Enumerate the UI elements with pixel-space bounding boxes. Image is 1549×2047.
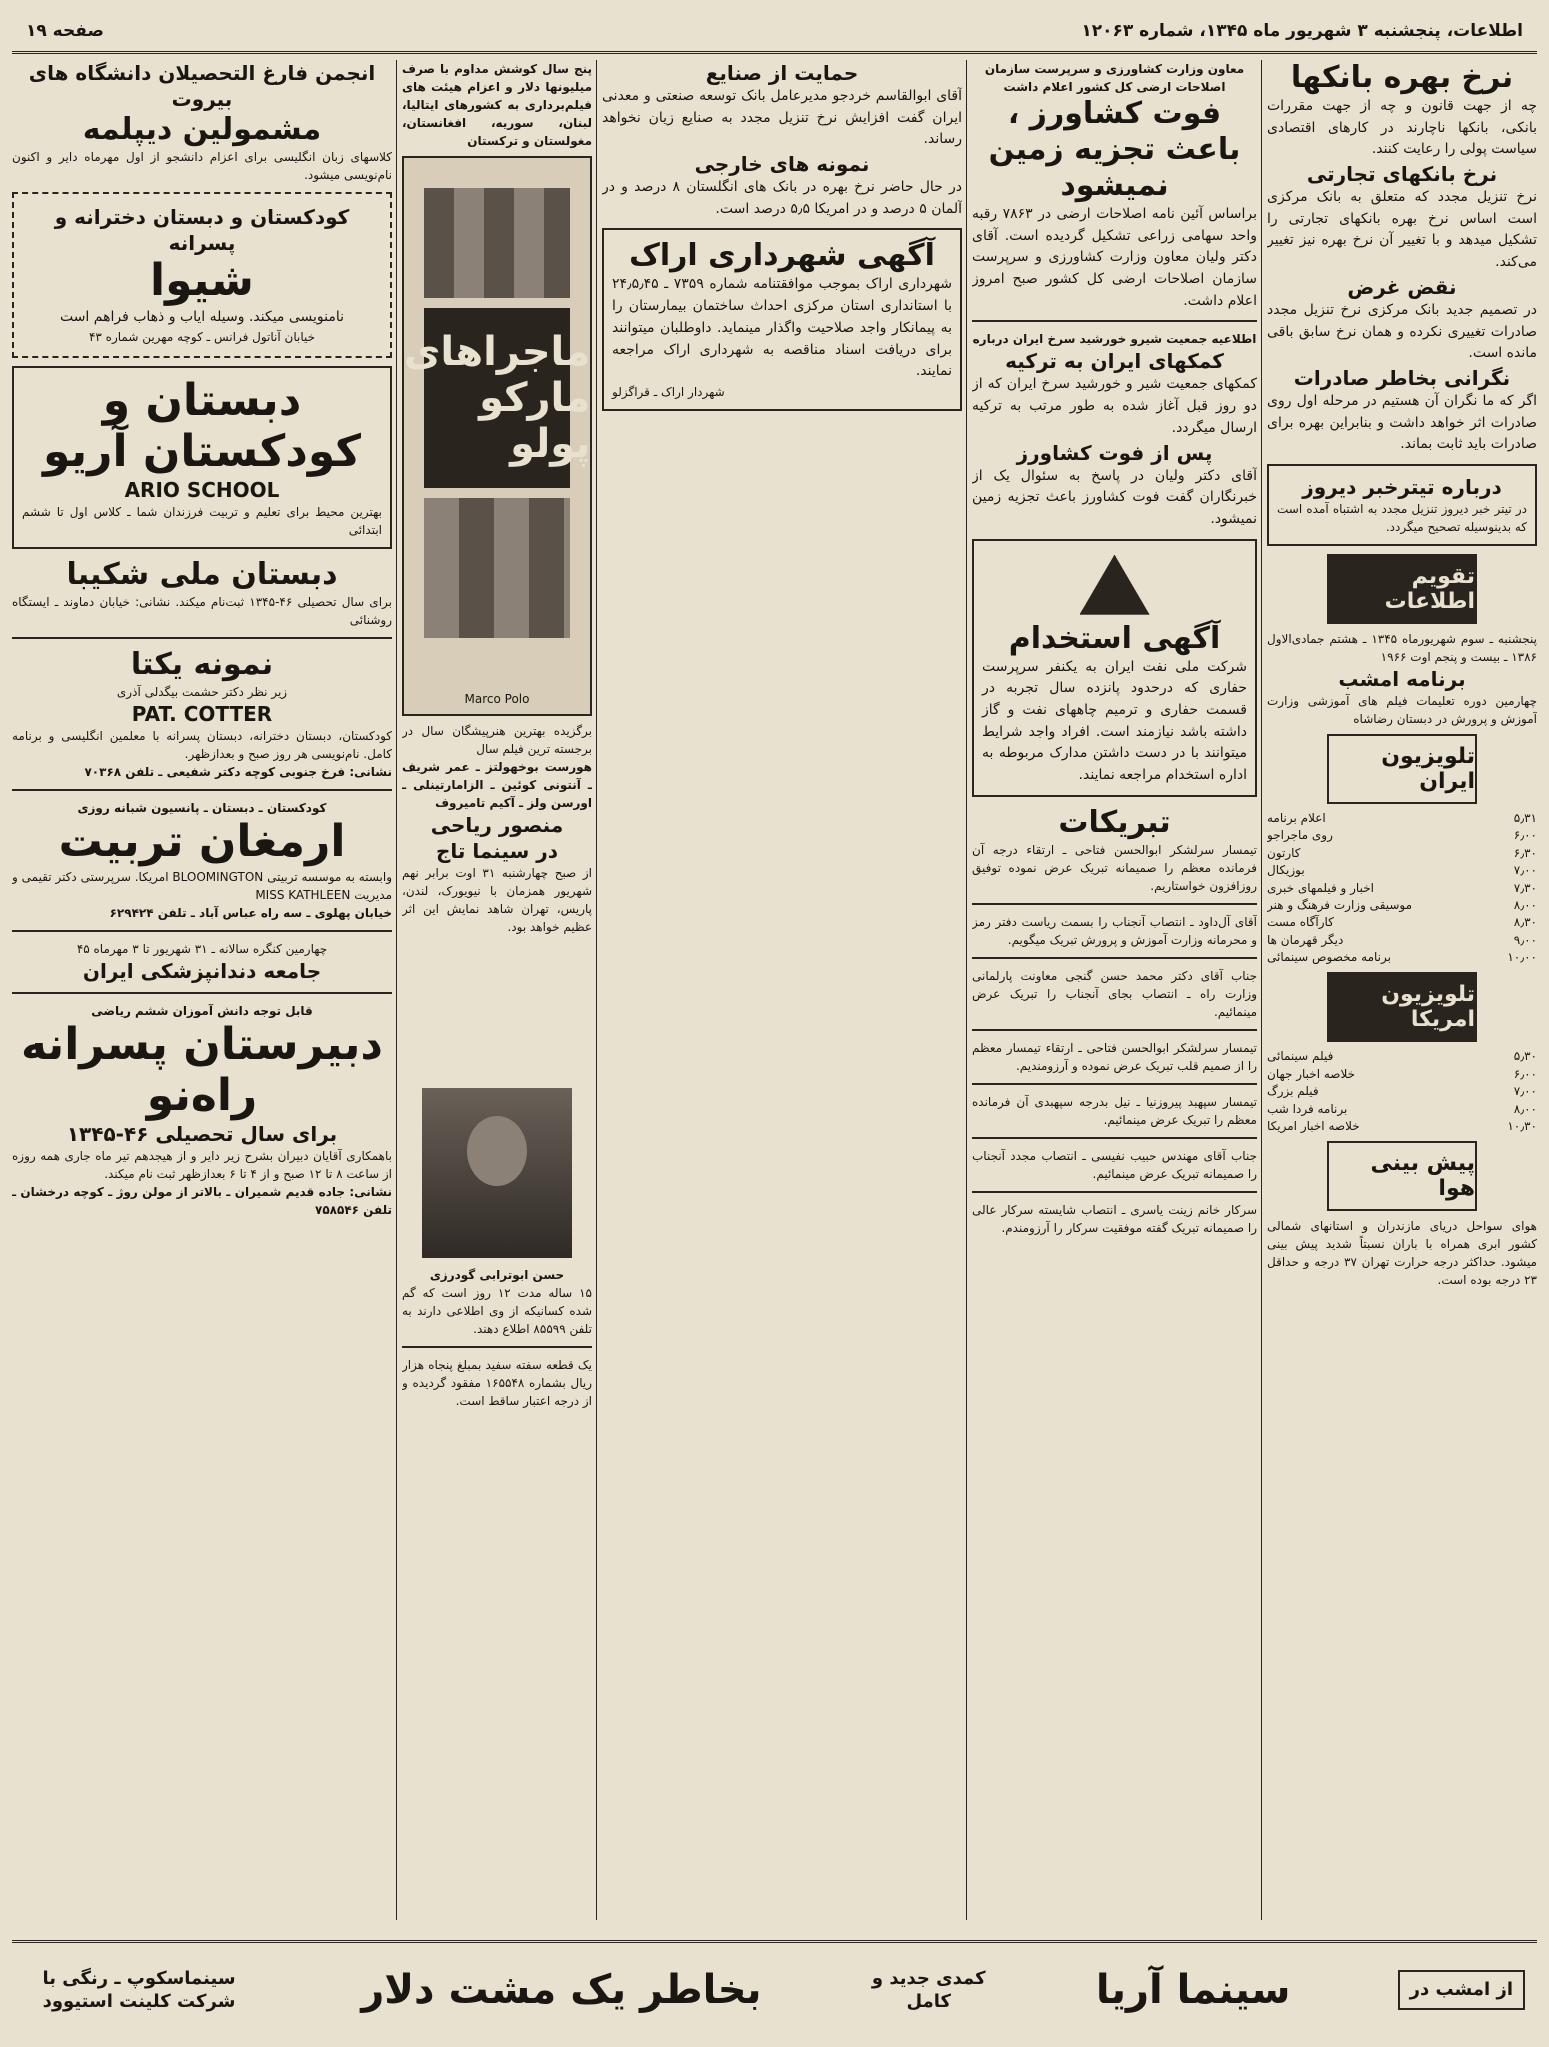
industry-body: آقای ابوالقاسم خردجو مدیرعامل بانک توسعه صنعتی و معدنی ایران گفت افزایش نرخ تنزیل مجدد به صنایع زیان نخواهد رساند.	[602, 88, 962, 148]
yekta-subtitle: زیر نظر دکتر حشمت بیگدلی آذری	[116, 685, 288, 700]
film-cinema: در سینما تاج	[435, 839, 559, 863]
armaghan-kicker: کودکستان ـ دبستان ـ پانسیون شبانه روزی	[77, 801, 327, 816]
schedule-row: ۷٫۰۰ بوزیکال	[1267, 863, 1537, 878]
armaghan-body: وابسته به موسسه تربیتی BLOOMINGTON امریکا. سرپرستی دکتر تقیمی و مدیریت MISS KATHLEEN	[12, 870, 392, 903]
schedule-row: ۸٫۳۰ کارآگاه مست	[1267, 915, 1537, 930]
schedule-row: ۱۰٫۳۰ خلاصه اخبار امریکا	[1267, 1119, 1537, 1134]
rahno-kicker: قابل توجه دانش آموزان ششم ریاضی	[91, 1004, 313, 1019]
divider	[972, 903, 1257, 905]
bank-rates-intro: چه از جهت قانون و چه از جهت مقررات بانکی، بانکها ناچارند در کارهای اقتصادی سیاست پولی را رعایت کنند.	[1267, 98, 1537, 158]
film-name: بخاطر یک مشت دلار	[361, 1967, 762, 2013]
column-rule	[596, 60, 597, 1920]
divider	[12, 637, 392, 639]
congrats-item: جناب آقای دکتر محمد حسن گنجی معاونت پارلمانی وزارت راه ـ انتصاب بجای آنجناب را تبریک عرض مینمائیم.	[972, 968, 1257, 1019]
red-lion-title: اطلاعیه جمعیت شیرو خورشید سرخ ایران درباره	[972, 332, 1257, 347]
film-header: پنج سال کوشش مداوم با صرف میلیونها دلار و اعزام هیئت های فیلم‌برداری به کشورهای ایتالیا، لبنان، سوریه، افغانستان، مغولستان و ترکستان	[402, 62, 592, 148]
congrats-item: تیمسار سپهبد پیروزنیا ـ نیل بدرجه سپهبدی آن فرمانده معظم را تبریک عرض مینمائیم.	[972, 1094, 1257, 1127]
correction-body: در تیتر خبر دیروز تنزیل مجدد به اشتباه آمده است که بدینوسیله تصحیح میگردد.	[1277, 501, 1527, 534]
congrats-item: تیمسار سرلشکر ابوالحسن فتاحی ـ ارتقاء درجه آن فرمانده معظم را صمیمانه تبریک عرض نموده توفیق روزافزون خواستاریم.	[972, 842, 1257, 893]
assoc-title: انجمن فارغ التحصیلان دانشگاه های بیروت	[28, 61, 376, 111]
arak-municipality-ad	[602, 228, 962, 410]
rahno-title: دبیرستان پسرانه راه‌نو	[20, 1019, 383, 1121]
page-number: صفحه ۱۹	[26, 20, 104, 41]
armaghan-address: خیابان پهلوی ـ سه راه عباس آباد ـ تلفن ۶۲۹۴۲۴	[109, 906, 392, 921]
column-rule	[966, 60, 967, 1920]
arak-ad-body: شهرداری اراک بموجب موافقتنامه شماره ۷۳۵۹ ـ ۲۴٫۵٫۴۵ با استانداری استان مرکزی احداث ساختمان بیمارستان را به پیمانکار واجد صلاحیت واگذار مینماید. داوطلبان میتوانند برای دریافت اسناد مناقصه به شهرداری اراک مراجعه نمایند.	[612, 276, 952, 380]
missing-person-name: حسن ابوترابی گودرزی	[429, 1268, 565, 1282]
poster-photo	[424, 188, 570, 298]
assoc-subtitle: مشمولین دیپلمه	[82, 112, 322, 147]
column-rule	[1261, 60, 1262, 1920]
congrats-item: سرکار خانم زینت یاسری ـ انتصاب شایسته سرکار عالی را صمیمانه تبریک گفته موفقیت سرکار را آرزومندم.	[972, 1202, 1257, 1235]
iran-tv-schedule	[1267, 810, 1537, 967]
armaghan-title: ارمغان تربیت	[58, 816, 346, 868]
shiva-school-ad	[12, 192, 392, 358]
shiva-name: شیوا	[150, 255, 254, 306]
hiring-ad	[972, 539, 1257, 797]
film-kind: کمدی جدید و کامل	[871, 1967, 986, 2012]
iran-tv-logo: تلویزیون ایران	[1327, 734, 1477, 804]
column-lost-notice	[402, 1080, 592, 1580]
shiva-body: نامنویسی میکند. وسیله ایاب و ذهاب فراهم است	[59, 308, 345, 325]
schedule-row: ۷٫۳۰ اخبار و فیلمهای خبری	[1267, 880, 1537, 895]
ario-body: بهترین محیط برای تعلیم و تربیت فرزندان شما ـ کلاس اول تا ششم ابتدائی	[22, 505, 382, 538]
red-lion-body: کمکهای جمعیت شیر و خورشید سرخ ایران که از دو روز قبل آغاز شده به طور مرتب به ترکیه ارسال میگردد.	[972, 376, 1257, 436]
rahno-address: نشانی: جاده قدیم شمیران ـ بالاتر از مولن روژ ـ کوچه درخشان ـ تلفن ۷۵۸۵۴۶	[12, 1185, 392, 1218]
congrats-title: تبریکات	[1058, 804, 1171, 840]
section-title-contradiction: نقض غرض	[1347, 274, 1457, 299]
schedule-row: ۶٫۰۰ روی ماجراجو	[1267, 828, 1537, 843]
divider	[972, 957, 1257, 959]
foreign-examples-body: در حال حاضر نرخ بهره در بانک های انگلستان ۸ درصد و در آلمان ۵ درصد و در امریکا ۵٫۵ درصد است.	[602, 179, 962, 217]
foreign-examples-title: نمونه های خارجی	[694, 152, 870, 177]
divider	[402, 1346, 592, 1348]
yekta-title: نمونه یکتا	[130, 647, 274, 683]
land-reform-headline: فوت کشاورز ، باعث تجزیه زمین نمیشود	[988, 96, 1241, 203]
calendar-date: پنجشنبه ـ سوم شهریورماه ۱۳۴۵ ـ هشتم جمادی‌الاول ۱۳۸۶ ـ بیست و پنجم اوت ۱۹۶۶	[1267, 631, 1537, 664]
us-tv-schedule	[1267, 1048, 1537, 1135]
correction-box	[1267, 464, 1537, 546]
calendar-logo: تقویم اطلاعات	[1327, 554, 1477, 624]
schedule-row: ۱۰٫۰۰ برنامه مخصوص سینمائی	[1267, 950, 1537, 965]
land-reform-paragraph: براساس آئین نامه اصلاحات ارضی در ۷۸۶۳ رقبه واحد سهامی زراعی تشکیل گردیده است. آقای دکتر ولیان معاون وزارت کشاورزی و سرپرست سازمان اصلاحات ارضی کل کشور صبح امروز اعلام داشت.	[972, 206, 1257, 309]
red-lion-headline: کمکهای ایران به ترکیه	[1005, 349, 1224, 374]
ario-name: دبستان و کودکستان آریو	[43, 375, 361, 477]
arak-ad-signoff: شهردار اراک ـ قراگزلو	[612, 384, 725, 399]
schedule-row: ۹٫۰۰ دیگر قهرمان ها	[1267, 932, 1537, 947]
rahno-subtitle: برای سال تحصیلی ۴۶-۱۳۴۵	[66, 1122, 338, 1147]
column-bank-rates	[1267, 60, 1537, 1920]
cinema-name: سینما آریا	[1095, 1967, 1291, 2013]
film-cast: هورست بوخهولتز ـ عمر شریف ـ آنتونی کوئین ـ الزامارتینلی ـ اورسن ولز ـ آکیم تامیروف	[402, 760, 592, 810]
yekta-address: نشانی: فرخ جنوبی کوچه دکتر شفیعی ـ تلفن ۷۰۳۶۸	[84, 765, 392, 780]
rahno-body: باهمکاری آقایان دبیران بشرح زیر دایر و از هیجدهم تیر ماه جاری همه روزه از ساعت ۸ تا ۱۲ صبح و از ۴ تا ۶ بعدازظهر ثبت نام میکند.	[12, 1149, 392, 1182]
farmer-death-title: پس از فوت کشاورز	[1016, 440, 1213, 465]
schedule-row: ۶٫۰۰ خلاصه اخبار جهان	[1267, 1066, 1537, 1081]
dental-subtitle: چهارمین کنگره سالانه ـ ۳۱ شهریور تا ۳ مهرماه ۴۵	[76, 942, 328, 957]
lost-check-notice: یک قطعه سفته سفید بمبلغ پنجاه هزار ریال بشماره ۱۶۵۵۴۸ مفقود گردیده و از درجه اعتبار ساقط است.	[402, 1358, 592, 1408]
section-body-exports: اگر که ما نگران آن هستیم در مرحله اول روی صادرات اثر خواهد داشت و بنابراین بهره برای صادرات باید ثابت بماند.	[1267, 392, 1537, 453]
poster-tagline: برگزیده بهترین هنرپیشگان سال در برجسته ترین فیلم سال	[402, 724, 592, 756]
column-rule	[396, 60, 397, 1920]
divider	[972, 1191, 1257, 1193]
schedule-row: ۸٫۰۰ موسیقی وزارت فرهنگ و هنر	[1267, 897, 1537, 912]
correction-title: درباره تیترخبر دیروز	[1302, 474, 1502, 499]
schedule-row: ۵٫۳۱ اعلام برنامه	[1267, 810, 1537, 825]
shiva-address: خیابان آناتول فرانس ـ کوچه مهرین شماره ۴۳	[88, 330, 316, 345]
congrats-item: تیمسار سرلشکر ابوالحسن فتاحی ـ ارتقاء تیمسار معظم را از صمیم قلب تبریک عرض نموده و آرزومندیم.	[972, 1040, 1257, 1073]
nioc-emblem-icon	[1080, 555, 1150, 615]
arak-ad-title: آگهی شهرداری اراک	[629, 238, 935, 274]
column-school-ads	[12, 60, 392, 1920]
ario-school-ad	[12, 366, 392, 549]
yekta-body: کودکستان، دبستان دخترانه، دبستان پسرانه با معلمین انگلیسی و برنامه کامل. نام‌نویسی هر روز صبح و بعدازظهر.	[12, 729, 392, 762]
schedule-row: ۵٫۳۰ فیلم سینمائی	[1267, 1049, 1537, 1064]
poster-title: ماجراهای مارکو پولو	[424, 308, 570, 488]
section-title-commercial: نرخ بانکهای تجارتی	[1306, 162, 1498, 187]
film-format: سینماسکوپ ـ رنگی با شرکت کلینت استیوود	[42, 1967, 236, 2012]
film-notice: از صبح چهارشنبه ۳۱ اوت برابر نهم شهریور همزمان با نیویورک، لندن، پاریس، تهران شاهد نمایش این اثر عظیم خواهد بود.	[402, 866, 592, 934]
tonight-label: از امشب در	[1398, 1970, 1525, 2009]
farmer-death-body: آقای دکتر ولیان در پاسخ به سئوال یک از خبرنگاران گفت فوت کشاورز باعث تجزیه زمین نمیشود.	[972, 467, 1257, 527]
assoc-body: کلاسهای زبان انگلیسی برای اعزام دانشجو از اول مهرماه دایر و اکنون نام‌نویسی میشود.	[12, 150, 392, 182]
cinema-banner-ad	[12, 1940, 1537, 2037]
shakiba-title: دبستان ملی شکیبا	[66, 557, 338, 593]
divider	[972, 1137, 1257, 1139]
congrats-item: جناب آقای مهندس حبیب نفیسی ـ انتصاب مجدد آنجناب را صمیمانه تبریک عرض مینمائیم.	[972, 1148, 1257, 1181]
hiring-body: شرکت ملی نفت ایران به یکنفر سرپرست حفاری که درحدود پانزده سال تجربه در قسمت حفاری و ترمیم چاههای نفت و گاز داشته باشد نیازمند است. افراد واجد شرایط میتوانند با در دست داشتن مدارک مربوطه به اداره استخدام مراجعه نمایند.	[982, 658, 1247, 783]
pat-cotter: PAT. COTTER	[131, 702, 273, 727]
dental-title: جامعه دندانپزشکی ایران	[82, 959, 322, 984]
masthead	[12, 10, 1537, 54]
section-body-contradiction: در تصمیم جدید بانک مرکزی نرخ تنزیل مجدد صادرات تغییری نکرده و همان نرخ سابق باقی مانده است.	[1267, 301, 1537, 362]
ario-name-en: ARIO SCHOOL	[124, 478, 280, 503]
us-tv-logo: تلویزیون امریکا	[1327, 972, 1477, 1042]
industry-title: حمایت از صنایع	[705, 61, 859, 85]
column-municipality	[602, 60, 962, 1920]
poster-caption: Marco Polo	[464, 692, 530, 706]
marco-polo-poster	[402, 156, 592, 716]
film-director: منصور ریاحی	[430, 813, 564, 837]
radio-program-title: برنامه امشب	[1338, 666, 1466, 691]
divider	[12, 992, 392, 994]
issue-line: اطلاعات، پنجشنبه ۳ شهریور ماه ۱۳۴۵، شماره ۱۲۰۶۳	[1081, 20, 1523, 41]
newspaper-page	[12, 10, 1537, 2037]
column-land-reform	[972, 60, 1257, 1920]
poster-photo	[424, 498, 570, 638]
schedule-row: ۶٫۳۰ کارتون	[1267, 845, 1537, 860]
missing-person-body: ۱۵ ساله مدت ۱۲ روز است که گم شده کسانیکه از وی اطلاعی دارند به تلفن ۸۵۵۹۹ اطلاع دهند.	[402, 1286, 592, 1336]
divider	[12, 789, 392, 791]
weather-body: هوای سواحل دریای مازندران و استانهای شمالی کشور ابری همراه با باران نسبتاً شدید پیش بینی میشود. حداکثر درجه حرارت تهران ۳۷ درجه و حداقل ۲۳ درجه بوده است.	[1267, 1219, 1537, 1288]
section-body-commercial: نرخ تنزیل مجدد که متعلق به بانک مرکزی است اساس نرخ بهره بانکهای تجارتی را تشکیل میدهد و با تغییر آن نرخ بهره نیز تغییر می‌کند.	[1267, 189, 1537, 271]
divider	[972, 1083, 1257, 1085]
shiva-title: کودکستان و دبستان دخترانه و پسرانه	[54, 205, 350, 255]
weather-logo: پیش بینی هوا	[1327, 1141, 1477, 1211]
column-film-ad	[402, 60, 592, 1060]
divider	[972, 1029, 1257, 1031]
radio-program-body: چهارمین دوره تعلیمات فیلم های آموزشی وزارت آموزش و پرورش در دبستان رضاشاه	[1267, 693, 1537, 726]
hiring-title: آگهی استخدام	[1008, 620, 1221, 656]
missing-person-photo	[422, 1088, 572, 1258]
divider	[12, 930, 392, 932]
schedule-row: ۷٫۰۰ فیلم بزرگ	[1267, 1084, 1537, 1099]
schedule-row: ۸٫۰۰ برنامه فردا شب	[1267, 1101, 1537, 1116]
land-reform-kicker: معاون وزارت کشاورزی و سرپرست سازمان اصلاحات ارضی کل کشور اعلام داشت	[984, 62, 1245, 94]
divider	[972, 320, 1257, 322]
congrats-item: آقای آل‌داود ـ انتصاب آنجناب را بسمت ریاست دفتر رمز و محرمانه وزارت آموزش و پرورش تبریک میگویم.	[972, 914, 1257, 947]
bank-rates-headline: نرخ بهره بانکها	[1290, 60, 1514, 95]
section-title-exports: نگرانی بخاطر صادرات	[1293, 365, 1511, 390]
shakiba-body: برای سال تحصیلی ۴۶-۱۳۴۵ ثبت‌نام میکند. نشانی: خیابان دماوند ـ ایستگاه روشنائی	[12, 595, 392, 628]
